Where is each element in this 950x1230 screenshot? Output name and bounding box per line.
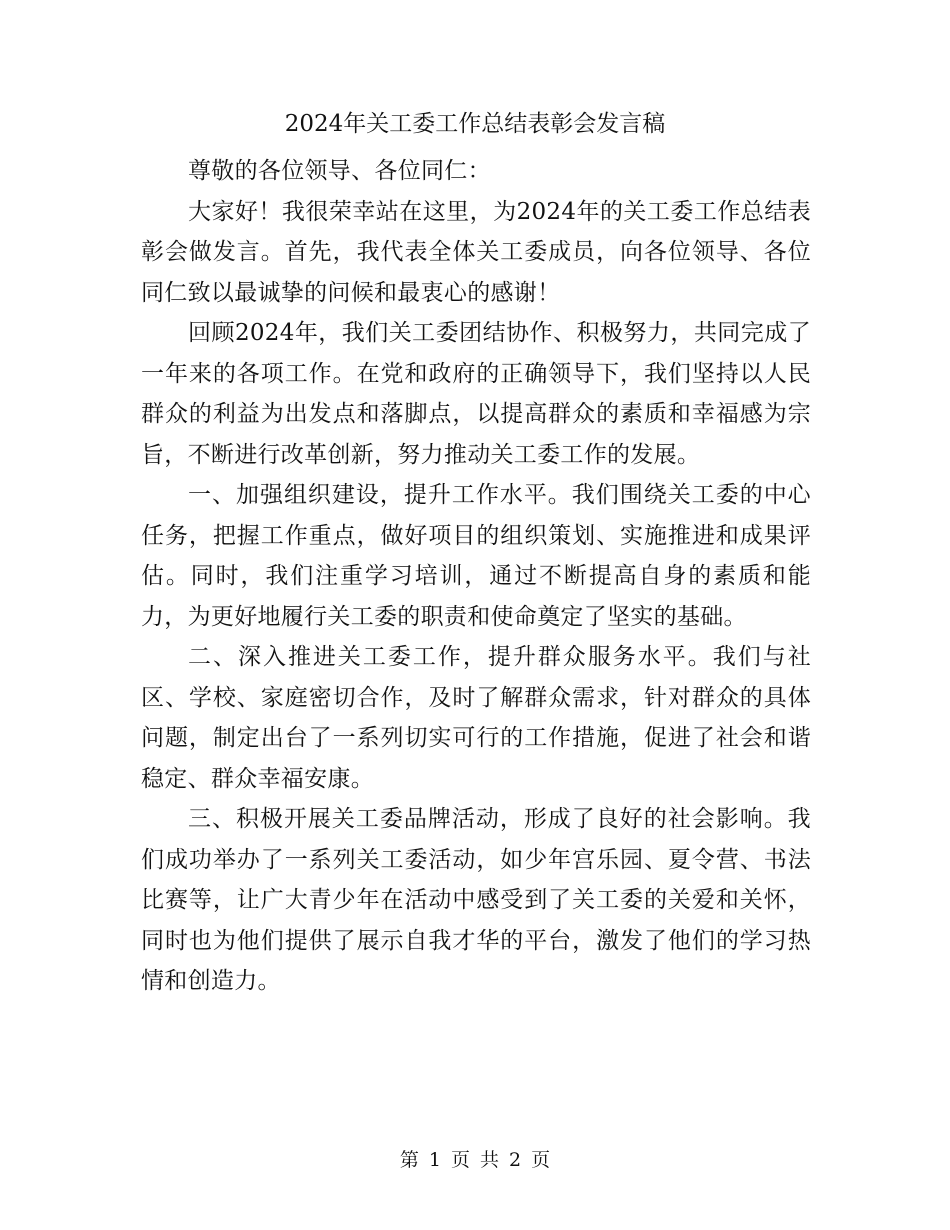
section-one-paragraph: 一、加强组织建设，提升工作水平。我们围绕关工委的中心任务，把握工作重点，做好项目的组织策划、实施推进和成果评估。同时，我们注重学习培训，通过不断提高自身的素质和能力，为更好地履行关工委的职责和使命奠定了坚实的基础。 <box>141 482 811 630</box>
salutation-paragraph: 尊敬的各位领导、各位同仁： <box>188 158 491 184</box>
review-paragraph: 回顾2024年，我们关工委团结协作、积极努力，共同完成了一年来的各项工作。在党和政府的正确领导下，我们坚持以人民群众的利益为出发点和落脚点，以提高群众的素质和幸福感为宗旨，不断进行改革创新，努力推动关工委工作的发展。 <box>141 320 811 468</box>
section-three-paragraph: 三、积极开展关工委品牌活动，形成了良好的社会影响。我们成功举办了一系列关工委活动，如少年宫乐园、夏令营、书法比赛等，让广大青少年在活动中感受到了关工委的关爱和关怀，同时也为他们提供了展示自我才华的平台，激发了他们的学习热情和创造力。 <box>141 806 811 994</box>
section-two-paragraph: 二、深入推进关工委工作，提升群众服务水平。我们与社区、学校、家庭密切合作，及时了解群众需求，针对群众的具体问题，制定出台了一系列切实可行的工作措施，促进了社会和谐稳定、群众幸福安康。 <box>141 644 811 792</box>
greeting-paragraph: 大家好！我很荣幸站在这里，为2024年的关工委工作总结表彰会做发言。首先，我代表全体关工委成员，向各位领导、各位同仁致以最诚挚的问候和最衷心的感谢！ <box>141 198 811 306</box>
page-footer: 第 1 页 共 2 页 <box>399 1149 551 1171</box>
document-body <box>141 151 811 1002</box>
document-title: 2024年关工委工作总结表彰会发言稿 <box>284 111 666 137</box>
